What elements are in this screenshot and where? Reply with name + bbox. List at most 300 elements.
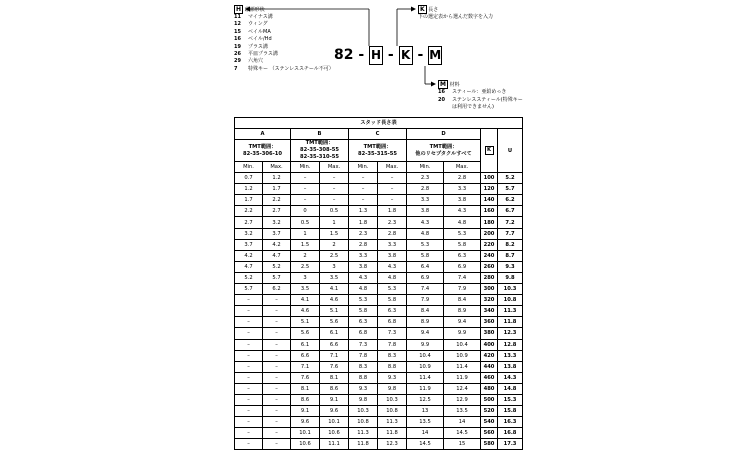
table-cell: 6.8 [378, 317, 407, 328]
table-row [235, 350, 523, 361]
table-cell: – [263, 394, 291, 405]
group-a-header: A [235, 129, 291, 140]
h-legend-title-text: 頭部形状 [244, 7, 265, 13]
k-legend-box: K [420, 6, 425, 13]
h-legend-label: 六角穴 [248, 58, 264, 65]
table-cell: 8.3 [349, 361, 378, 372]
table-row [235, 372, 523, 383]
table-cell: 0 [291, 206, 320, 217]
code-prefix: 82 [334, 47, 354, 63]
table-cell: 5.3 [444, 228, 481, 239]
table-cell: 3.3 [407, 195, 444, 206]
table-cell: 12.9 [444, 394, 481, 405]
table-cell: – [235, 361, 263, 372]
table-cell: – [263, 339, 291, 350]
table-cell: 2.2 [263, 195, 291, 206]
k-value-cell: 200 [481, 228, 498, 239]
table-cell: 3 [320, 261, 349, 272]
table-cell: 10.1 [291, 428, 320, 439]
u-value-cell: 13.8 [498, 361, 523, 372]
table-cell: 1.7 [235, 195, 263, 206]
k-legend-desc: 下の選定表から選んだ数字を入力 [418, 14, 494, 20]
h-legend-code: 7 [234, 65, 238, 72]
min-header: Min. [235, 162, 263, 173]
m-legend-label: ステンレススティール(特殊キー [452, 97, 523, 103]
table-cell: 0.7 [235, 173, 263, 184]
table-row [235, 328, 523, 339]
table-body [235, 173, 523, 450]
table-cell: 6.3 [378, 306, 407, 317]
h-legend-item [234, 58, 263, 65]
k-value-cell: 320 [481, 295, 498, 306]
k-value-cell: 180 [481, 217, 498, 228]
h-legend-label: ウィング [248, 21, 268, 28]
k-header-box: K [485, 146, 494, 155]
m-legend-item [438, 89, 506, 96]
u-value-cell: 7.7 [498, 228, 523, 239]
table-cell: – [378, 173, 407, 184]
table-cell: 3.8 [378, 250, 407, 261]
table-cell: 10.6 [291, 439, 320, 450]
m-legend [438, 80, 460, 89]
table-cell: 10.6 [320, 428, 349, 439]
min-header: Min. [349, 162, 378, 173]
u-value-cell: 7.2 [498, 217, 523, 228]
table-cell: – [263, 417, 291, 428]
u-value-cell: 16.8 [498, 428, 523, 439]
min-header: Min. [291, 162, 320, 173]
table-cell: 9.4 [407, 328, 444, 339]
table-cell: 8.8 [378, 361, 407, 372]
k-value-cell: 140 [481, 195, 498, 206]
m-legend-note: は利用できません) [452, 104, 494, 110]
max-header: Max. [378, 162, 407, 173]
m-legend-box: M [440, 81, 446, 88]
table-cell: – [235, 439, 263, 450]
table-cell: 6.9 [444, 261, 481, 272]
table-cell: 10.8 [349, 417, 378, 428]
table-cell: 9.4 [444, 317, 481, 328]
table-cell: 7.8 [378, 339, 407, 350]
table-cell: 5.7 [263, 272, 291, 283]
table-cell: 3.5 [320, 272, 349, 283]
u-value-cell: 10.8 [498, 295, 523, 306]
table-cell: 2 [291, 250, 320, 261]
table-cell: 1.8 [378, 206, 407, 217]
u-value-cell: 12.3 [498, 328, 523, 339]
code-dash-3: - [417, 47, 424, 63]
u-value-cell: 12.8 [498, 339, 523, 350]
table-cell: 1.5 [291, 239, 320, 250]
u-value-cell: 11.3 [498, 306, 523, 317]
table-row [235, 195, 523, 206]
table-cell: 4.3 [378, 261, 407, 272]
table-cell: – [263, 406, 291, 417]
table-cell: 7.6 [291, 372, 320, 383]
table-cell: 9.8 [378, 383, 407, 394]
table-cell: 6.1 [320, 328, 349, 339]
table-cell: 4.7 [263, 250, 291, 261]
table-cell: 15 [444, 439, 481, 450]
table-cell: – [263, 383, 291, 394]
table-cell: 7.4 [407, 284, 444, 295]
k-value-cell: 160 [481, 206, 498, 217]
table-cell: 2.3 [349, 228, 378, 239]
k-value-cell: 340 [481, 306, 498, 317]
table-row [235, 339, 523, 350]
table-cell: 8.8 [349, 372, 378, 383]
table-cell: – [235, 295, 263, 306]
u-value-cell: 10.3 [498, 284, 523, 295]
table-cell: 11.3 [378, 417, 407, 428]
h-legend-code: 19 [234, 43, 241, 50]
table-cell: 8.6 [320, 383, 349, 394]
table-row [235, 250, 523, 261]
table-cell: 3.2 [235, 228, 263, 239]
table-cell: 4.3 [349, 272, 378, 283]
table-cell: – [263, 428, 291, 439]
h-legend-code: 29 [234, 58, 241, 65]
table-row [235, 217, 523, 228]
table-cell: 1.2 [235, 184, 263, 195]
table-cell: 6.9 [407, 272, 444, 283]
m-legend-code: 16 [438, 89, 445, 95]
table-title: スタッド長さ表 [235, 118, 523, 129]
table-cell: 2.3 [407, 173, 444, 184]
k-column-header [481, 129, 498, 173]
table-cell: 11.9 [407, 383, 444, 394]
table-cell: – [349, 195, 378, 206]
h-legend-item [234, 44, 268, 51]
table-cell: 7.3 [378, 328, 407, 339]
table-cell: 7.4 [444, 272, 481, 283]
table-cell: 2.5 [320, 250, 349, 261]
h-legend-code: 11 [234, 14, 241, 20]
table-cell: 11.8 [378, 428, 407, 439]
u-column-header: U [498, 129, 523, 173]
k-value-cell: 300 [481, 284, 498, 295]
m-legend-code: 20 [438, 97, 445, 103]
table-cell: – [235, 428, 263, 439]
table-cell: 12.4 [444, 383, 481, 394]
h-legend-item [234, 21, 268, 28]
table-cell: 8.6 [291, 394, 320, 405]
table-cell: 4.1 [291, 295, 320, 306]
table-row [235, 383, 523, 394]
table-cell: 9.9 [444, 328, 481, 339]
h-legend-code: 12 [234, 21, 241, 28]
table-cell: 8.9 [407, 317, 444, 328]
table-cell: 4.2 [263, 239, 291, 250]
table-cell: 5.1 [291, 317, 320, 328]
table-row [235, 394, 523, 405]
k-value-cell: 540 [481, 417, 498, 428]
table-cell: 1.7 [263, 184, 291, 195]
u-value-cell: 9.3 [498, 261, 523, 272]
table-cell: 1.2 [263, 173, 291, 184]
table-cell: – [235, 394, 263, 405]
table-cell: 4.3 [444, 206, 481, 217]
table-cell: 3.7 [263, 228, 291, 239]
code-dash-2: - [387, 47, 394, 63]
table-cell: 8.3 [378, 350, 407, 361]
h-legend-label: ベイルMA [248, 28, 271, 35]
min-header: Min. [407, 162, 444, 173]
h-legend-label: プラス溝 [248, 43, 268, 50]
table-cell: 5.3 [378, 284, 407, 295]
table-cell: 10.9 [444, 350, 481, 361]
table-cell: – [263, 328, 291, 339]
table-row [235, 406, 523, 417]
table-cell: 2.2 [235, 206, 263, 217]
table-cell: 13.5 [444, 406, 481, 417]
table-cell: 8.4 [407, 306, 444, 317]
table-row [235, 228, 523, 239]
table-row [235, 306, 523, 317]
table-cell: – [320, 184, 349, 195]
table-cell: 11.3 [349, 428, 378, 439]
k-value-cell: 120 [481, 184, 498, 195]
table-cell: 5.3 [407, 239, 444, 250]
k-value-cell: 380 [481, 328, 498, 339]
table-row [235, 206, 523, 217]
table-cell: 2.8 [407, 184, 444, 195]
table-cell: 14 [444, 417, 481, 428]
h-legend-title [234, 5, 265, 14]
table-row [235, 417, 523, 428]
table-cell: 10.4 [407, 350, 444, 361]
k-value-cell: 500 [481, 394, 498, 405]
tmt-d: TMT範囲： 他のリセプタクルすべて [407, 140, 481, 162]
table-cell: – [235, 339, 263, 350]
table-cell: 7.1 [320, 350, 349, 361]
h-legend-label: マイナス溝 [248, 14, 273, 20]
table-cell: 13 [407, 406, 444, 417]
h-legend-box: H [236, 6, 242, 13]
table-cell: 6.1 [291, 339, 320, 350]
table-row [235, 428, 523, 439]
table-cell: 1.3 [349, 206, 378, 217]
h-legend-item [234, 29, 271, 36]
table-cell: 5.6 [291, 328, 320, 339]
max-header: Max. [444, 162, 481, 173]
table-row [235, 239, 523, 250]
table-cell: 7.1 [291, 361, 320, 372]
u-value-cell: 13.3 [498, 350, 523, 361]
table-cell: 1 [320, 217, 349, 228]
u-value-cell: 17.3 [498, 439, 523, 450]
table-cell: – [291, 195, 320, 206]
group-b-header: B [291, 129, 349, 140]
k-value-cell: 400 [481, 339, 498, 350]
k-value-cell: 360 [481, 317, 498, 328]
k-value-cell: 480 [481, 383, 498, 394]
table-cell: 5.8 [444, 239, 481, 250]
k-legend-title: 長さ [428, 7, 439, 13]
table-cell: 7.9 [444, 284, 481, 295]
table-cell: 4.6 [291, 306, 320, 317]
table-cell: 5.3 [349, 295, 378, 306]
table-cell: – [320, 195, 349, 206]
table-cell: – [235, 417, 263, 428]
h-legend-code: 26 [234, 51, 241, 57]
table-cell: 10.4 [444, 339, 481, 350]
code-h-box: H [369, 46, 383, 65]
table-row [235, 261, 523, 272]
u-value-cell: 15.3 [498, 394, 523, 405]
table-cell: 10.8 [378, 406, 407, 417]
table-cell: – [235, 372, 263, 383]
u-value-cell: 11.8 [498, 317, 523, 328]
tmt-b: TMT範囲： 82-35-308-55 82-35-310-55 [291, 140, 349, 162]
table-cell: 4.7 [235, 261, 263, 272]
table-row [235, 284, 523, 295]
group-d-header: D [407, 129, 481, 140]
table-cell: 6.2 [263, 284, 291, 295]
k-value-cell: 420 [481, 350, 498, 361]
table-cell: 7.8 [349, 350, 378, 361]
u-value-cell: 6.7 [498, 206, 523, 217]
table-cell: 5.6 [320, 317, 349, 328]
table-cell: 12.5 [407, 394, 444, 405]
table-cell: 3.7 [235, 239, 263, 250]
table-cell: 3.8 [444, 195, 481, 206]
table-cell: 9.3 [378, 372, 407, 383]
table-cell: 12.3 [378, 439, 407, 450]
table-cell: – [349, 184, 378, 195]
max-header: Max. [263, 162, 291, 173]
u-value-cell: 15.8 [498, 406, 523, 417]
table-cell: – [235, 306, 263, 317]
table-cell: 8.1 [320, 372, 349, 383]
k-value-cell: 260 [481, 261, 498, 272]
table-cell: 6.3 [444, 250, 481, 261]
u-value-cell: 6.2 [498, 195, 523, 206]
h-legend-code: 15 [234, 28, 241, 35]
table-cell: – [263, 306, 291, 317]
part-number-code [334, 45, 442, 65]
code-k-box: K [399, 46, 413, 65]
table-cell: 3.8 [349, 261, 378, 272]
table-cell: – [235, 328, 263, 339]
table-cell: 14.5 [407, 439, 444, 450]
table-cell: 4.2 [235, 250, 263, 261]
table-cell: 6.8 [349, 328, 378, 339]
table-cell: 9.9 [407, 339, 444, 350]
table-cell: – [291, 184, 320, 195]
table-cell: 5.2 [235, 272, 263, 283]
table-cell: 10.1 [320, 417, 349, 428]
table-cell: 1 [291, 228, 320, 239]
table-cell: 6.3 [349, 317, 378, 328]
table-cell: 9.1 [320, 394, 349, 405]
table-cell: 2.8 [349, 239, 378, 250]
max-header: Max. [320, 162, 349, 173]
table-cell: 11.8 [349, 439, 378, 450]
table-cell: 9.3 [349, 383, 378, 394]
table-cell: 3.3 [378, 239, 407, 250]
table-cell: 10.3 [349, 406, 378, 417]
table-cell: 4.8 [444, 217, 481, 228]
u-value-cell: 16.3 [498, 417, 523, 428]
table-cell: 7.6 [320, 361, 349, 372]
table-cell: – [378, 195, 407, 206]
table-cell: 5.8 [378, 295, 407, 306]
table-cell: – [349, 173, 378, 184]
h-legend-label: ベイル/Hd [248, 36, 272, 43]
u-value-cell: 5.7 [498, 184, 523, 195]
table-row [235, 272, 523, 283]
stud-length-table [234, 117, 523, 450]
k-value-cell: 460 [481, 372, 498, 383]
table-cell: – [263, 350, 291, 361]
table-cell: 1.8 [349, 217, 378, 228]
table-cell: 5.8 [407, 250, 444, 261]
k-value-cell: 280 [481, 272, 498, 283]
table-cell: – [235, 317, 263, 328]
table-cell: 9.6 [320, 406, 349, 417]
table-row [235, 295, 523, 306]
table-cell: 3.2 [263, 217, 291, 228]
k-value-cell: 220 [481, 239, 498, 250]
table-row [235, 184, 523, 195]
table-cell: 4.8 [407, 228, 444, 239]
k-value-cell: 100 [481, 173, 498, 184]
table-row [235, 317, 523, 328]
group-c-header: C [349, 129, 407, 140]
table-cell: 11.4 [407, 372, 444, 383]
table-cell: 8.4 [444, 295, 481, 306]
table-cell: 0.5 [320, 206, 349, 217]
table-cell: 9.6 [291, 417, 320, 428]
u-value-cell: 5.2 [498, 173, 523, 184]
tmt-a: TMT範囲： 82-35-306-10 [235, 140, 291, 162]
table-cell: 6.4 [407, 261, 444, 272]
table-cell: 7.9 [407, 295, 444, 306]
table-cell: 4.8 [378, 272, 407, 283]
table-cell: 5.1 [320, 306, 349, 317]
table-cell: 2.7 [263, 206, 291, 217]
table-cell: 6.6 [320, 339, 349, 350]
k-value-cell: 520 [481, 406, 498, 417]
table-cell: 8.1 [291, 383, 320, 394]
m-legend-title: 材料 [449, 82, 460, 88]
table-cell: 2.3 [378, 217, 407, 228]
table-cell: 6.6 [291, 350, 320, 361]
table-cell: 13.5 [407, 417, 444, 428]
table-cell: 9.1 [291, 406, 320, 417]
table-cell: – [320, 173, 349, 184]
table-row [235, 439, 523, 450]
m-legend-label: スティール：亜鉛めっき [452, 89, 507, 95]
table-cell: 4.1 [320, 284, 349, 295]
h-legend-label: 平皿プラス溝 [248, 51, 278, 57]
min-max-header-row [235, 162, 523, 173]
table-cell: 7.3 [349, 339, 378, 350]
k-value-cell: 440 [481, 361, 498, 372]
h-legend-item [234, 36, 272, 43]
table-cell: 3.5 [291, 284, 320, 295]
table-row [235, 361, 523, 372]
u-value-cell: 9.8 [498, 272, 523, 283]
table-cell: 11.4 [444, 361, 481, 372]
table-row [235, 173, 523, 184]
code-m-box: M [428, 46, 442, 65]
table-cell: 1.5 [320, 228, 349, 239]
code-dash-1: - [358, 47, 365, 63]
table-cell: 2.8 [444, 173, 481, 184]
table-cell: 2.5 [291, 261, 320, 272]
